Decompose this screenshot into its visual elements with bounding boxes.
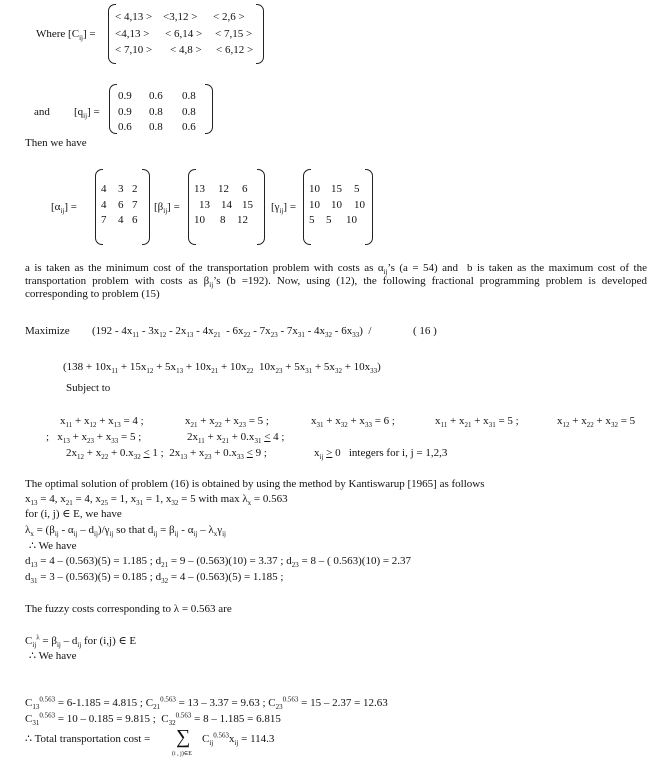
gamma-label-end: ] = [283,201,297,213]
summation-sign: ∑ [176,726,191,748]
gamma-cell: 5 [326,214,332,226]
gamma-right-bracket [365,169,373,245]
beta-label [154,201,180,214]
beta-cell: 14 [221,199,232,211]
we-have-text: We have [38,540,77,552]
alpha-cell: 6 [132,214,138,226]
q-cell: 0.9 [118,106,132,118]
therefore-we-have-2: ∴ We have [29,650,77,662]
total-cost-expression: $C_{ij}^{0.563}x_{ij} = 114.3$ [202,731,275,748]
alpha-label-end: ] = [64,201,77,213]
q-and: and [34,106,50,118]
c-cell: <3,12 > [163,11,198,23]
q-matrix-left-bracket [109,84,117,134]
gamma-label [271,201,296,214]
beta-cell: 10 [194,214,205,226]
alpha-right-bracket [142,169,150,245]
c-cell: < 4,13 > [115,11,153,23]
q-label-sub: ij [83,112,88,121]
beta-left-bracket [188,169,196,245]
alpha-row-1 [101,183,138,196]
constraint-row3-a: $2x_{12} + x_{22} + 0.x_{32} < 1$ ; $2x_{13} + x_{23} + 0.x_{33} < 9$ ; [66,447,267,462]
gamma-row-2 [309,199,365,212]
alpha-label-sub: ij [60,207,65,216]
beta-label-sub: ij [163,207,168,216]
we-have-text-2: We have [38,650,77,662]
total-label-text: Total transportation cost = [34,733,151,745]
c-cell: < 4,8 > [170,44,202,56]
beta-label-end: ] = [167,201,180,213]
c-matrix-label [36,28,96,41]
gamma-cell: 10 [309,183,320,195]
d-values-row-1: $d_{13} = 4 - (0.563)(5) = 1.185$ ; $d_{21} = 9 - (0.563)(10) = 3.37$ ; $d_{23} = 8$ – ( 0.563)(10) = 2.37 [25,555,412,570]
beta-cell: 12 [218,183,229,195]
c-cell: < 2,6 > [213,11,245,23]
c-label-end: ] = [82,28,96,40]
q-row-3 [118,121,196,134]
fuzzy-cost-formula: $C_{ij}^\lambda = \beta_{ij} - d_{ij}$ for (i,j) ∈ E [25,633,137,650]
q-cell: 0.6 [182,121,196,133]
gamma-cell: 5 [309,214,315,226]
gamma-row-3 [309,214,357,227]
q-cell: 0.8 [182,90,196,102]
alpha-row-3 [101,214,138,227]
alpha-label-text: [α [51,201,61,213]
summation-limits: (i , j)∈E [172,751,192,757]
q-label-text: [q [74,106,84,118]
beta-cell: 13 [199,199,210,211]
constraint-row1-b: $x_{21} + x_{22} + x_{23} = 5$ ; [185,415,269,430]
constraint-row1-d: $x_{11} + x_{21} + x_{31} = 5$ ; [435,415,519,430]
objective-numerator: $(192 - 4x_{11} - 3x_{12} - 2x_{13} - 4x_{21} - 6x_{22} - 7x_{23} - 7x_{31} - 4x_{32} - 6x_{33})$ / [92,325,372,340]
beta-cell: 13 [194,183,205,195]
alpha-row-2 [101,199,138,212]
gamma-cell: 5 [354,183,360,195]
c-label-text: Where [C [36,28,80,40]
alpha-cell: 4 [118,214,124,226]
q-matrix-right-bracket [205,84,213,134]
q-cell: 0.8 [149,106,163,118]
constraint-row3-b: $x_{ij} > 0$ integers for i, j = 1,2,3 [314,447,448,462]
q-label-end: ] = [87,106,100,118]
beta-cell: 6 [242,183,248,195]
alpha-cell: 4 [101,183,107,195]
constraint-row1-c: $x_{31} + x_{32} + x_{33} = 6$ ; [311,415,395,430]
c-row-3 [115,44,253,57]
maximize-label: Maximize [25,325,70,337]
gamma-cell: 10 [354,199,365,211]
beta-label-text: [β [154,201,164,213]
alpha-label [51,201,77,214]
q-cell: 0.9 [118,90,132,102]
constraint-row2-b: $2x_{11} + x_{21} + 0.x_{31} < 4$ ; [187,431,285,446]
alpha-cell: 7 [132,199,138,211]
objective-denominator: ($138 + 10x_{11} + 15x_{12} + 5x_{13} + 10x_{21} + 10x_{22}$ $10x_{23} + 5x_{31} + 5x_{32} + 10x_{33}$) [63,361,381,376]
alpha-cell: 2 [132,183,138,195]
c-cell: < 7,15 > [215,28,253,40]
c-cell: < 7,10 > [115,44,153,56]
paragraph-problem-setup: a is taken as the minimum cost of the transportation problem with costs as $\alpha_{ij}’s$ (a = 54) and b is taken as the maximum cost of the transportation problem with costs as $\beta_{ij}’s$ (b =192). Now, using (12), the following fractional programming problem is developed corresponding to problem (15) [25,262,647,300]
fuzzy-cost-row-2: $C_{31}^{0.563} = 10 - 0.185 = 9.815$ ; $C_{32}^{0.563} = 8 - 1.185 = 6.815$ [25,711,281,728]
c-row-1 [115,11,245,24]
c-cell: < 6,14 > [165,28,203,40]
constraint-row1-a: $x_{11} + x_{12} + x_{13} = 4$ ; [60,415,144,430]
constraint-row2-a: ; $x_{13} + x_{23} + x_{33} = 5$ ; [46,431,142,446]
alpha-cell: 4 [101,199,107,211]
c-label-sub: ij [79,34,83,43]
gamma-cell: 10 [346,214,357,226]
q-cell: 0.8 [182,106,196,118]
therefore-we-have-1: ∴ We have [29,540,77,552]
d-values-row-2: $d_{31} = 3 - (0.563)(5) = 0.185$ ; $d_{32} = 4 - (0.563)(5) = 1.185$ ; [25,571,284,586]
subject-to: Subject to [66,382,111,394]
q-cell: 0.8 [149,121,163,133]
gamma-cell: 10 [309,199,320,211]
gamma-label-text: [γ [271,201,280,213]
beta-right-bracket [257,169,265,245]
solution-values: $x_{13} = 4$, $x_{21} = 4$, $x_{25} = 1$, $x_{31} = 1$, $x_{32} = 5$ with $\max \lambda_x = 0.563$ [25,493,288,508]
q-matrix-label [74,106,100,119]
c-row-2 [115,28,252,41]
alpha-cell: 3 [118,183,124,195]
q-cell: 0.6 [149,90,163,102]
equation-number: ( 16 ) [413,325,437,337]
gamma-cell: 15 [331,183,342,195]
alpha-cell: 7 [101,214,107,226]
c-matrix-right-bracket [256,4,264,64]
q-row-1 [118,90,196,103]
beta-row-2 [199,199,253,212]
fuzzy-cost-row-1: $C_{13}^{0.563} = 6-1.185 = 4.815$ ; $C_{21}^{0.563} = 13 - 3.37 = 9.63$ ; $C_{23}^{0.563} = 15 - 2.37 = 12.63$ [25,695,388,712]
c-cell: <4,13 > [115,28,150,40]
solution-intro: The optimal solution of problem (16) is obtained by using the method by Kantiswarup [1965] as follows [25,478,485,490]
total-cost-label: ∴ Total transportation cost = [25,733,151,745]
q-row-2 [118,106,196,119]
lambda-formula: $\lambda_x = (\beta_{ij} - \alpha_{ij} - d_{ij})/\gamma_{ij}$ so that $d_{ij} = \beta_{ij} - \alpha_{ij} - \lambda_x\gamma_{ij}$ [25,524,226,539]
total-value: = 114.3 [241,733,275,745]
q-cell: 0.6 [118,121,132,133]
alpha-cell: 6 [118,199,124,211]
for-ij-in-e: for (i, j) ∈ E, we have [25,508,122,520]
beta-row-1 [194,183,248,196]
gamma-label-sub: ij [279,207,284,216]
beta-cell: 12 [237,214,248,226]
fuzzy-costs-intro: The fuzzy costs corresponding to λ = 0.563 are [25,603,232,615]
gamma-cell: 10 [331,199,342,211]
c-cell: < 6,12 > [216,44,254,56]
beta-cell: 15 [242,199,253,211]
constraint-row1-e: $x_{12} + x_{22} + x_{32} = 5$ [557,415,636,430]
beta-row-3 [194,214,248,227]
gamma-row-1 [309,183,360,196]
then-we-have: Then we have [25,137,87,149]
beta-cell: 8 [220,214,226,226]
